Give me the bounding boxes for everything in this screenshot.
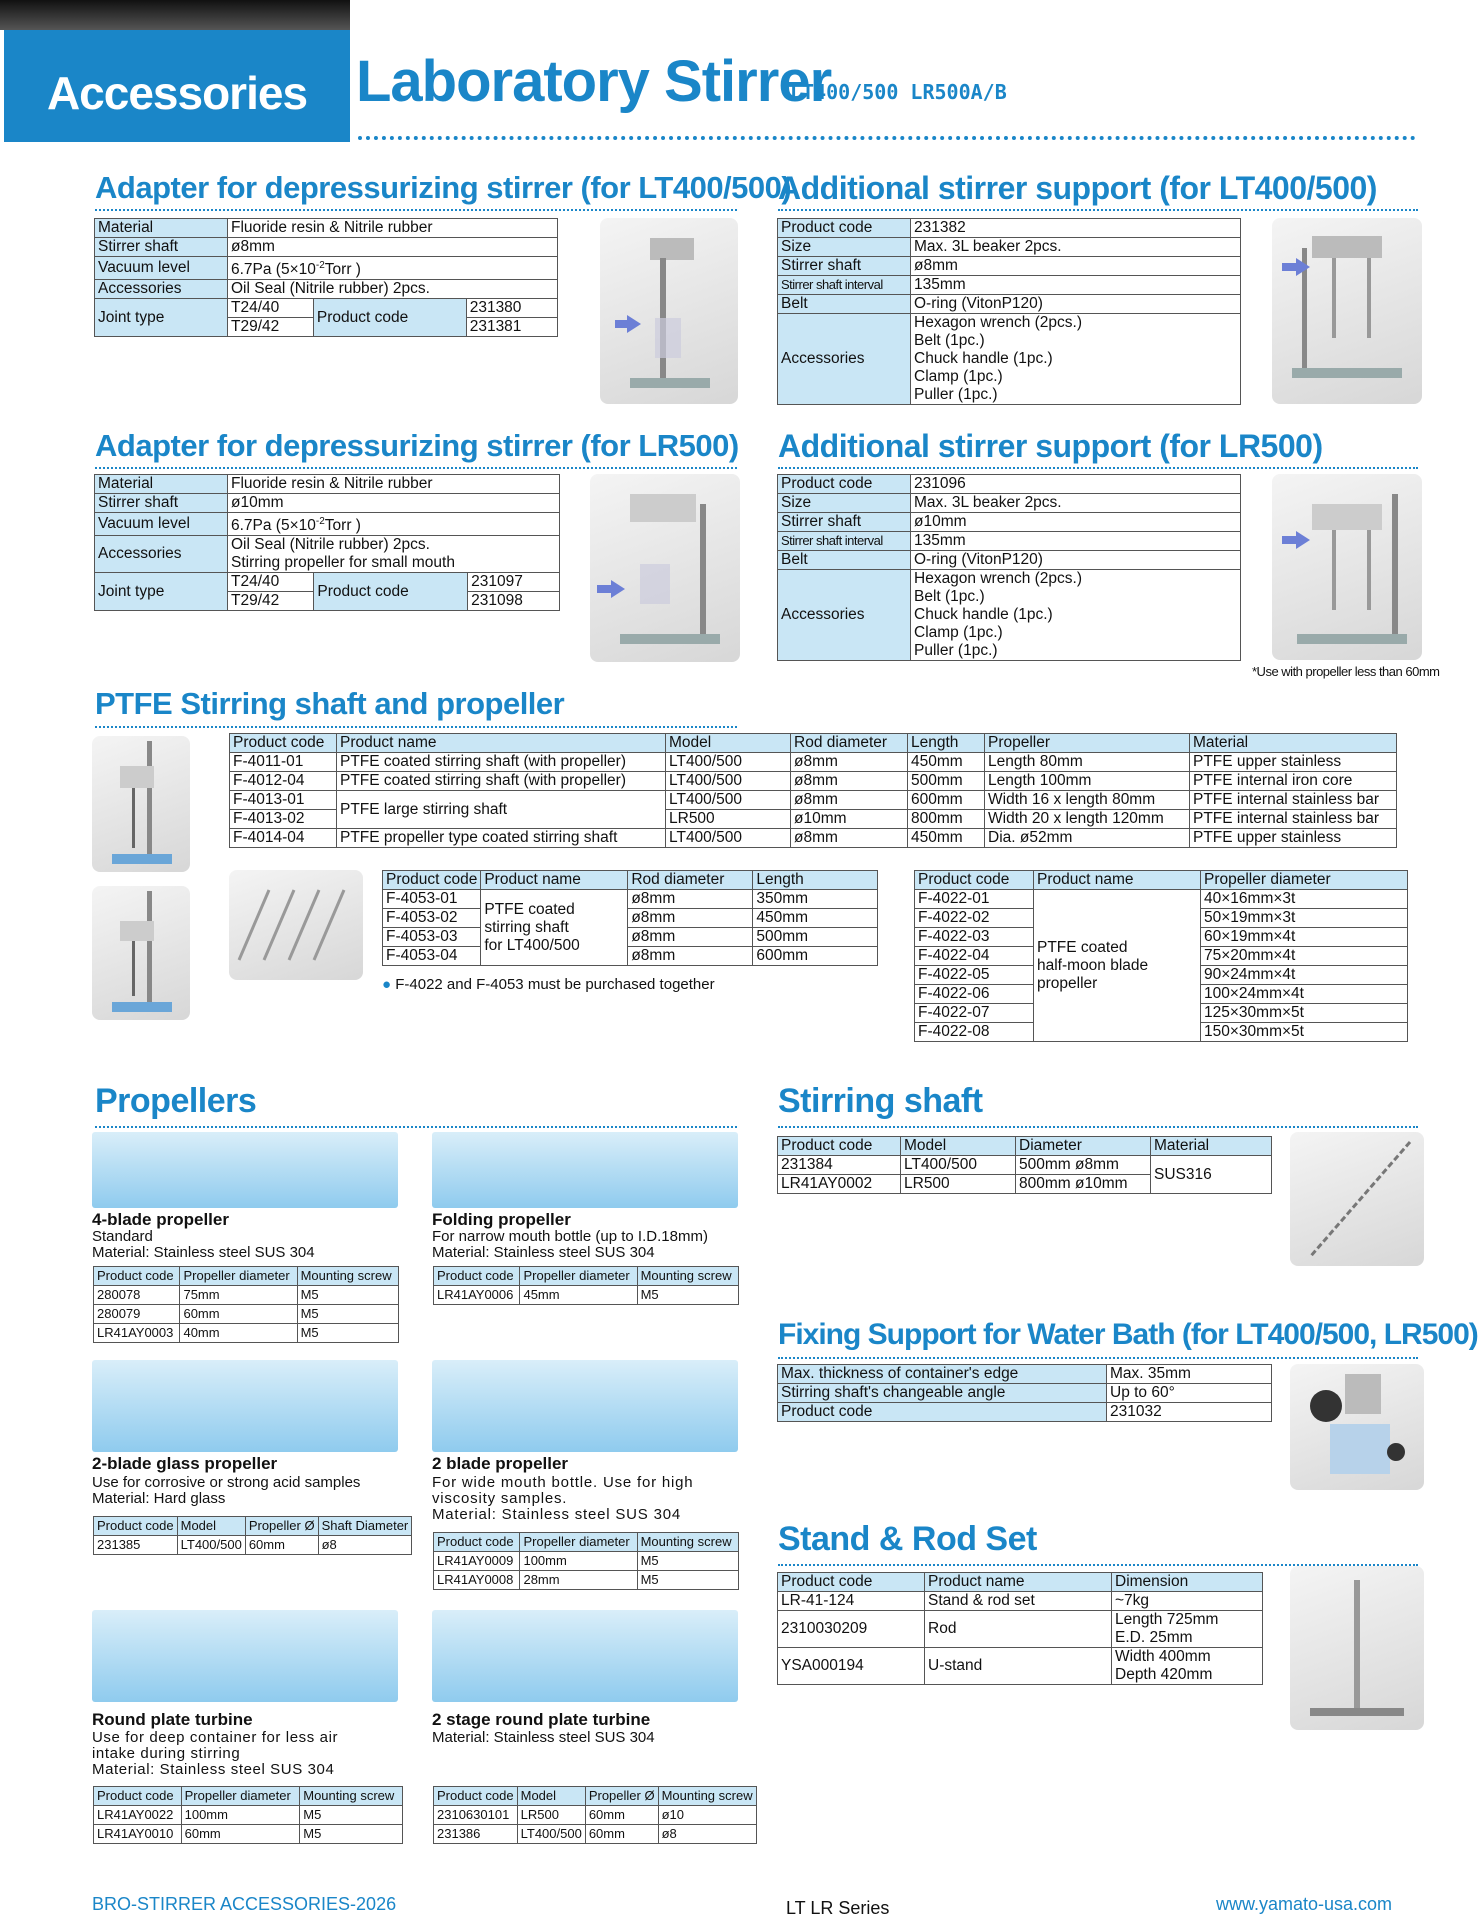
table-row: 231385 LT400/500 60mm ø8 xyxy=(94,1536,412,1555)
stand-rod-photo xyxy=(1290,1566,1424,1730)
section-divider xyxy=(95,1126,737,1128)
glass-name: 2-blade glass propeller xyxy=(92,1454,278,1473)
round-plate-name: Round plate turbine xyxy=(92,1710,253,1729)
arrow-icon xyxy=(627,315,641,333)
section-divider xyxy=(778,209,1418,211)
table-row: F-4022-05 90×24mm×4t xyxy=(915,966,1408,985)
two-stage-desc: Material: Stainless steel SUS 304 xyxy=(432,1729,655,1746)
two-blade-desc: For wide mouth bottle. Use for high viscosity samples. Material: Stainless steel SUS 304 xyxy=(432,1474,694,1523)
table-row: F-4022-07 125×30mm×5t xyxy=(915,1004,1408,1023)
table-row: F-4022-08 150×30mm×5t xyxy=(915,1023,1408,1042)
stirrer-image xyxy=(600,218,738,404)
two-stage-name: 2 stage round plate turbine xyxy=(432,1710,651,1729)
stand-rod-table: Product code Product name Dimension LR-41-124 Stand & rod set ~7kg 2310030209 Rod Length 725mm E.D. 25mm YSA000194 U-stand Width 400mm Depth 420mm xyxy=(777,1572,1263,1685)
glass-table: Product code Model Propeller Ø Shaft Diameter 231385 LT400/500 60mm ø8 xyxy=(93,1516,412,1555)
shaft-image xyxy=(1290,1132,1424,1266)
two-blade-name: 2 blade propeller xyxy=(432,1454,569,1473)
arrow-icon xyxy=(1296,258,1310,276)
four-blade-name: 4-blade propeller xyxy=(92,1210,229,1229)
table-row: F-4022-01 PTFE coated half-moon blade propeller 40×16mm×3t xyxy=(915,890,1408,909)
header-strip xyxy=(0,0,350,30)
section-title-ptfe: PTFE Stirring shaft and propeller xyxy=(95,686,565,721)
table-row: 280079 60mm M5 xyxy=(94,1305,399,1324)
arrow-icon xyxy=(1296,531,1310,549)
section-divider xyxy=(95,726,737,728)
arrow-icon xyxy=(1282,263,1296,271)
table-row: LR41AY0008 28mm M5 xyxy=(434,1571,739,1590)
folding-photo xyxy=(432,1132,738,1208)
arrow-icon xyxy=(615,320,627,328)
section-title-fixing-support: Fixing Support for Water Bath (for LT400/500, LR500) xyxy=(778,1318,1478,1351)
table-row: LR-41-124 Stand & rod set ~7kg xyxy=(778,1592,1263,1611)
table-row: F-4022-04 75×20mm×4t xyxy=(915,947,1408,966)
folding-desc: For narrow mouth bottle (up to I.D.18mm) Material: Stainless steel SUS 304 xyxy=(432,1228,708,1261)
ptfe-note: ● F-4022 and F-4053 must be purchased together xyxy=(382,976,715,993)
glass-desc: Use for corrosive or strong acid samples Material: Hard glass xyxy=(92,1474,361,1507)
table-row: Stirring shaft's changeable angle Up to 60° xyxy=(778,1384,1272,1403)
table-row: YSA000194 U-stand Width 400mm Depth 420mm xyxy=(778,1648,1263,1685)
table-row: F-4014-04 PTFE propeller type coated stirring shaft LT400/500 ø8mm 450mm Dia. ø52mm PTFE upper stainless xyxy=(230,829,1397,848)
section-title-stirring-shaft: Stirring shaft xyxy=(778,1082,983,1120)
two-blade-table: Product code Propeller diameter Mounting screw LR41AY0009 100mm M5 LR41AY0008 28mm M5 xyxy=(433,1532,739,1590)
stirrer-image xyxy=(1272,218,1422,404)
section-divider xyxy=(95,467,737,469)
ptfe-main-table: Product code Product name Model Rod diameter Length Propeller Material F-4011-01 PTFE coated stirring shaft (with propeller) LT400/500 ø8mm 450mm Length 80mm PTFE upper stainless F-4012-04 PTFE coated stirring shaft (with propeller) LT400/500 ø8mm 500mm Length 100mm PTFE internal iron core F-4013-01 PTFE large stirring shaft LT400/500 ø8mm 600mm Width 16 x length 80mm PTFE internal stainless bar F-4013-02 LR500 ø10mm 800mm Width 20 x length 120mm PTFE internal stainless bar F-4014-04 PTFE propeller type coated stirring shaft LT400/500 ø8mm 450mm Dia. ø52mm PTFE upper stainless xyxy=(229,733,1397,848)
table-row: LR41AY0009 100mm M5 xyxy=(434,1552,739,1571)
two-blade-photo xyxy=(432,1360,738,1452)
table-row: F-4022-06 100×24mm×4t xyxy=(915,985,1408,1004)
round-plate-desc: Use for deep container for less air intake during stirring Material: Stainless steel SUS 304 xyxy=(92,1729,339,1778)
table-row: F-4012-04 PTFE coated stirring shaft (with propeller) LT400/500 ø8mm 500mm Length 100mm PTFE internal iron core xyxy=(230,772,1397,791)
section-title-adapter-lr: Adapter for depressurizing stirrer (for LR500) xyxy=(95,428,739,463)
section-title-propellers: Propellers xyxy=(95,1082,257,1120)
table-row: Max. thickness of container's edge Max. 35mm xyxy=(778,1365,1272,1384)
table-row: Product code 231032 xyxy=(778,1403,1272,1422)
ptfe-shafts-photo xyxy=(229,870,363,980)
stirring-shaft-table: Product code Model Diameter Material 231384 LT400/500 500mm ø8mm SUS316 LR41AY0002 LR500 800mm ø10mm xyxy=(777,1136,1272,1194)
two-stage-photo xyxy=(432,1610,738,1702)
table-row: F-4053-03 ø8mm 500mm xyxy=(383,928,878,947)
ptfe-stirrer-photo-1 xyxy=(92,736,190,872)
four-blade-table: Product code Propeller diameter Mounting screw 280078 75mm M5 280079 60mm M5 LR41AY0003 40mm M5 xyxy=(93,1266,399,1343)
glass-photo xyxy=(92,1360,398,1452)
table-row: LR41AY0006 45mm M5 xyxy=(434,1286,739,1305)
support-lt-photo xyxy=(1272,218,1422,404)
footer-left: BRO-STIRRER ACCESSORIES-2026 xyxy=(92,1894,397,1914)
table-row: F-4022-02 50×19mm×3t xyxy=(915,909,1408,928)
table-row: F-4053-04 ø8mm 600mm xyxy=(383,947,878,966)
table-row: F-4013-01 PTFE large stirring shaft LT400/500 ø8mm 600mm Width 16 x length 80mm PTFE internal stainless bar xyxy=(230,791,1397,810)
table-row: LR41AY0022 100mm M5 xyxy=(94,1806,403,1825)
adapter-lr-photo xyxy=(590,474,740,662)
page-subtitle: LT400/500 LR500A/B xyxy=(790,80,1007,104)
fixing-image xyxy=(1290,1364,1424,1490)
stirrer-image xyxy=(590,474,740,662)
stand-image xyxy=(1290,1566,1424,1730)
adapter-lr-table: Material Fluoride resin & Nitrile rubber Stirrer shaft ø10mm Vacuum level 6.7Pa ($5\times 10^{-2}Torr$ ) Accessories Oil Seal (Nitrile rubber) 2pcs. Stirring propeller for small mouth Joint type T24/40 Product code 231097 T29/42 231098 xyxy=(94,474,560,611)
bullet-icon: ● xyxy=(382,976,392,993)
table-row: F-4022-03 60×19mm×4t xyxy=(915,928,1408,947)
arrow-icon xyxy=(597,585,611,593)
table-row: 2310630101 LR500 60mm ø10 xyxy=(434,1806,757,1825)
accessories-label: Accessories xyxy=(4,30,350,142)
support-lt-table: Product code 231382 Size Max. 3L beaker 2pcs. Stirrer shaft ø8mm Stirrer shaft interval 135mm Belt O-ring (VitonP120) Accessories Hexagon wrench (2pcs.) Belt (1pc.) Chuck handle (1pc.) Clamp (1pc.) Puller (1pc.) xyxy=(777,218,1241,405)
table-row: F-4053-02 ø8mm 450mm xyxy=(383,909,878,928)
section-title-support-lr: Additional stirrer support (for LR500) xyxy=(778,428,1323,464)
section-title-support-lt: Additional stirrer support (for LT400/500) xyxy=(778,170,1377,206)
adapter-lt-table: Material Fluoride resin & Nitrile rubber Stirrer shaft ø8mm Vacuum level 6.7Pa ($5\times 10^{-2}Torr$ ) Accessories Oil Seal (Nitrile rubber) 2pcs. Joint type T24/40 Product code 231380 T29/42 231381 xyxy=(94,218,558,337)
table-row: F-4013-02 LR500 ø10mm 800mm Width 20 x length 120mm PTFE internal stainless bar xyxy=(230,810,1397,829)
fixing-support-table xyxy=(777,1364,1272,1422)
stirring-shaft-photo xyxy=(1290,1132,1424,1266)
round-plate-photo xyxy=(92,1610,398,1702)
table-row: LR41AY0003 40mm M5 xyxy=(94,1324,399,1343)
table-row: LR41AY0002 LR500 800mm ø10mm xyxy=(778,1175,1272,1194)
section-title-stand-rod: Stand & Rod Set xyxy=(778,1520,1037,1558)
footer-right[interactable]: www.yamato-usa.com xyxy=(1216,1894,1393,1914)
header-divider xyxy=(358,136,1416,140)
stirrer-image xyxy=(92,886,190,1020)
ptfe-propeller-table: Product code Product name Propeller diameter F-4022-01 PTFE coated half-moon blade propeller 40×16mm×3t F-4022-02 50×19mm×3t F-4022-03 60×19mm×4t F-4022-04 75×20mm×4t F-4022-05 90×24mm×4t F-4022-06 100×24mm×4t F-4022-07 125×30mm×5t F-4022-08 150×30mm×5t xyxy=(914,870,1408,1042)
section-divider xyxy=(778,1357,1418,1359)
arrow-icon xyxy=(611,580,625,598)
stirrer-image xyxy=(92,736,190,872)
ptfe-shaft-table: Product code Product name Rod diameter Length F-4053-01 PTFE coated stirring shaft for LT400/500 ø8mm 350mm F-4053-02 ø8mm 450mm F-4053-03 ø8mm 500mm F-4053-04 ø8mm 600mm xyxy=(382,870,878,966)
table-row: F-4011-01 PTFE coated stirring shaft (with propeller) LT400/500 ø8mm 450mm Length 80mm PTFE upper stainless xyxy=(230,753,1397,772)
support-lr-table: Product code 231096 Size Max. 3L beaker 2pcs. Stirrer shaft ø10mm Stirrer shaft interval 135mm Belt O-ring (VitonP120) Accessories Hexagon wrench (2pcs.) Belt (1pc.) Chuck handle (1pc.) Clamp (1pc.) Puller (1pc.) xyxy=(777,474,1241,661)
four-blade-desc: Standard Material: Stainless steel SUS 304 xyxy=(92,1228,315,1261)
fixing-support-photo xyxy=(1290,1364,1424,1490)
stirrer-image xyxy=(1272,474,1422,660)
table-row: 231384 LT400/500 500mm ø8mm SUS316 xyxy=(778,1156,1272,1175)
arrow-icon xyxy=(1282,536,1296,544)
four-blade-photo xyxy=(92,1132,398,1208)
support-lr-photo xyxy=(1272,474,1422,660)
section-divider xyxy=(778,1126,1418,1128)
folding-name: Folding propeller xyxy=(432,1210,571,1229)
support-lr-note: *Use with propeller less than 60mm xyxy=(1252,664,1440,679)
section-divider xyxy=(778,467,1418,469)
section-title-adapter-lt: Adapter for depressurizing stirrer (for LT400/500) xyxy=(95,170,792,205)
ptfe-stirrer-photo-2 xyxy=(92,886,190,1020)
table-row: F-4053-01 PTFE coated stirring shaft for LT400/500 ø8mm 350mm xyxy=(383,890,878,909)
table-row: 280078 75mm M5 xyxy=(94,1286,399,1305)
shafts-image xyxy=(229,870,363,980)
section-divider xyxy=(95,209,737,211)
table-row: LR41AY0010 60mm M5 xyxy=(94,1825,403,1844)
page-title: Laboratory Stirrer xyxy=(356,49,832,114)
two-stage-table: Product code Model Propeller Ø Mounting screw 2310630101 LR500 60mm ø10 231386 LT400/500 60mm ø8 xyxy=(433,1786,757,1844)
adapter-lt-photo xyxy=(600,218,738,404)
round-plate-table: Product code Propeller diameter Mounting screw LR41AY0022 100mm M5 LR41AY0010 60mm M5 xyxy=(93,1786,403,1844)
footer-center: LT LR Series xyxy=(786,1898,890,1918)
table-row: 231386 LT400/500 60mm ø8 xyxy=(434,1825,757,1844)
table-row: 2310030209 Rod Length 725mm E.D. 25mm xyxy=(778,1611,1263,1648)
folding-table: Product code Propeller diameter Mounting screw LR41AY0006 45mm M5 xyxy=(433,1266,739,1305)
